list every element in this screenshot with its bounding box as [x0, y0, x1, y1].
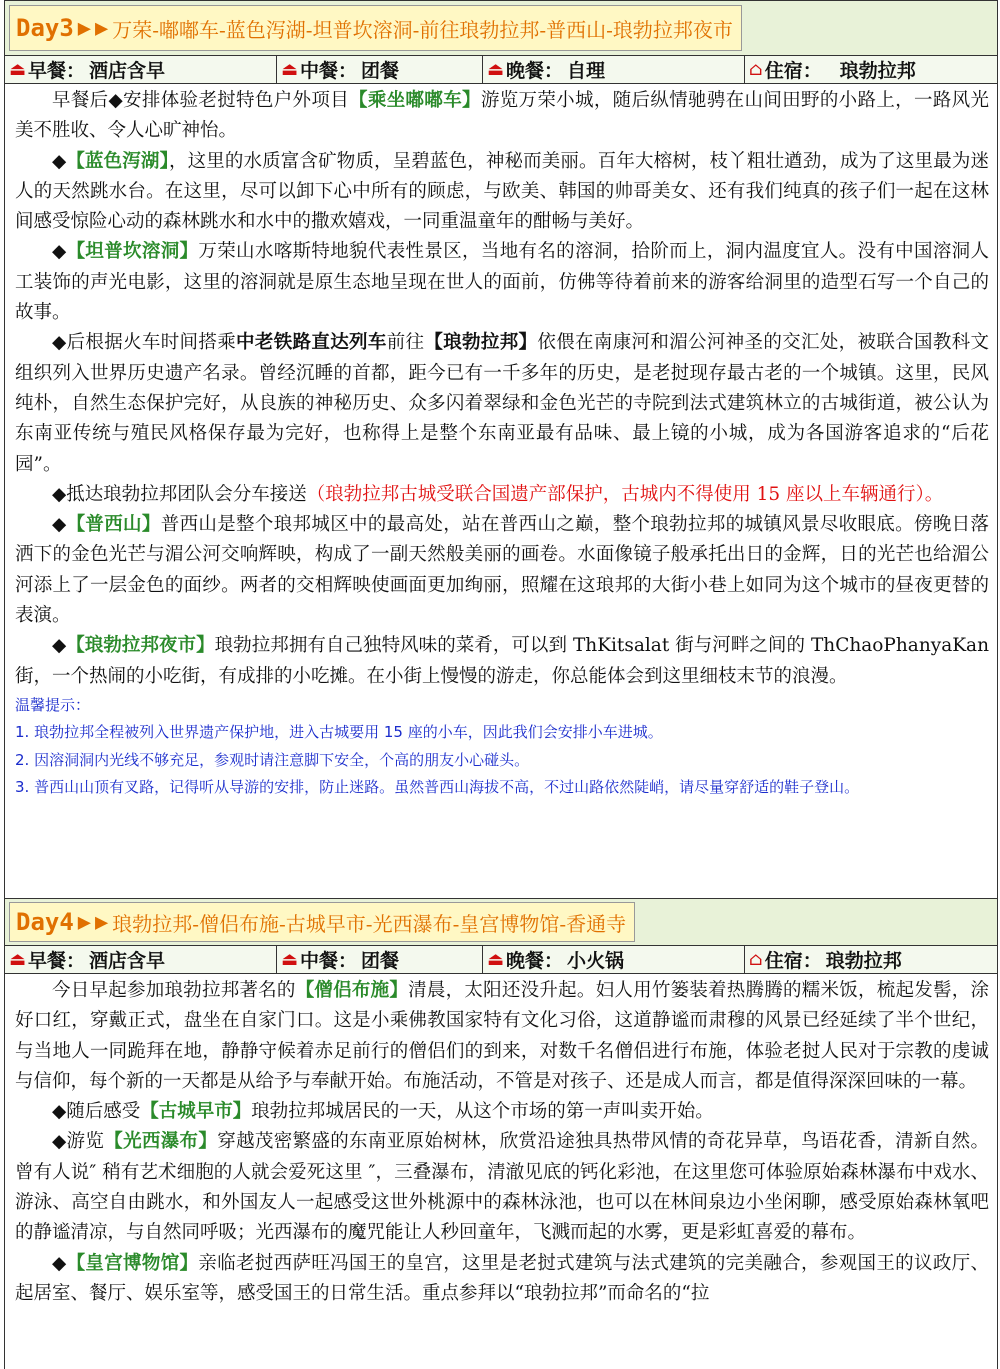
bowl-icon: ⏏: [9, 59, 27, 80]
day3-route: 万荣-嘟嘟车-蓝色泻湖-坦普坎溶洞-前往琅勃拉邦-普西山-琅勃拉邦夜市: [112, 17, 733, 42]
dinner-label: 晚餐：: [506, 60, 564, 82]
stay-cell: [745, 946, 997, 973]
paragraph: 今日早起参加琅勃拉邦著名的【僧侣布施】清晨，太阳还没升起。妇人用竹篓装着热腾腾的糯米饭，梳起发髻，涂好口红，穿戴正式，盘坐在自家门口。这是小乘佛教国家特有文化习俗，这道静谧而肃穆的风景已经延续了半个世纪，与当地人一同跪拜在地，静静守候着赤足前行的僧侣们的到来，对数千名僧侣进行布施，体验老挝人民对于宗教的虔诚与信仰，每个新的一天都是从给予与奉献开始。布施活动，不管是对孩子、还是成人而言，都是值得深深回味的一幕。: [15, 980, 989, 1092]
arrow-right-icon: ▶: [77, 15, 92, 41]
breakfast-cell: [5, 946, 277, 973]
lunch-value: 团餐: [361, 950, 400, 972]
day3-badge: [9, 5, 742, 51]
lunch-label: 中餐：: [300, 950, 358, 972]
paragraph: ◆随后感受【古城早市】琅勃拉邦城居民的一天，从这个市场的第一声叫卖开始。: [52, 1101, 714, 1123]
paragraph: ◆后根据火车时间搭乘中老铁路直达列车前往【琅勃拉邦】依偎在南康河和湄公河神圣的交汇处，被联合国教科文组织列入世界历史遗产名录。曾经沉睡的首都，距今已有一千多年的历史，是老挝现存最古老的一个城镇。这里，民风纯朴，自然生态保护完好，从良族的神秘历史、众多闪着翠绿和金色光芒的寺院到法式建筑林立的古城街道，被公认为东南亚传统与殖民风格保存最为完好，也称得上是整个东南亚最有品味、最上镜的小城，成为各国游客追求的“后花园”。: [15, 332, 989, 475]
arrow-right-icon: ▶: [77, 909, 92, 935]
paragraph: ◆【坦普坎溶洞】万荣山水喀斯特地貌代表性景区，当地有名的溶洞，拾阶而上，洞内温度宜人。没有中国溶洞人工装饰的声光电影，这里的溶洞就是原生态地呈现在世人的面前，仿佛等待着前来的游客给洞里的造型石写一个自己的故事。: [15, 241, 989, 324]
house-icon: ⌂: [749, 59, 763, 80]
lunch-cell: [277, 56, 483, 83]
tip-item: 2. 因溶洞洞内光线不够充足，参观时请注意脚下安全，个高的朋友小心碰头。: [15, 750, 530, 769]
day3-section: [5, 0, 997, 806]
paragraph: ◆【琅勃拉邦夜市】琅勃拉邦拥有自己独特风味的菜肴，可以到 ThKitsalat 街与河畔之间的 ThChaoPhanyaKan 街，一个热闹的小吃街，有成排的小吃摊。在小街上慢慢的游走，你总能体会到这里细枝末节的浪漫。: [15, 635, 989, 687]
breakfast-cell: [5, 56, 277, 83]
arrow-right-icon: ▶: [95, 909, 109, 935]
breakfast-label: 早餐：: [28, 60, 86, 82]
paragraph: ◆游览【光西瀑布】穿越茂密繁盛的东南亚原始树林，欣赏沿途独具热带风情的奇花异草，鸟语花香，清新自然。曾有人说″ 稍有艺术细胞的人就会爱死这里 ″，三叠瀑布，清澈见底的钙化彩池，在这里您可体验原始森林瀑布中戏水、游泳、高空自由跳水，和外国友人一起感受这世外桃源中的森林泳池，也可以在林间泉边小坐闲聊，感受原始森林氧吧的静谧清凉，与自然同呼吸；光西瀑布的魔咒能让人秒回童年，飞溅而起的水雾，更是彩虹喜爱的幕布。: [15, 1131, 989, 1244]
paragraph: ◆【普西山】普西山是整个琅邦城区中的最高处，站在普西山之巅，整个琅勃拉邦的城镇风景尽收眼底。傍晚日落洒下的金色光芒与湄公河交响辉映，构成了一副天然般美丽的画卷。水面像镜子般承托出日的金辉，日的光芒也给湄公河添上了一层金色的面纱。两者的交相辉映使画面更加绚丽，照耀在这琅邦的大街小巷上如同为这个城市的昼夜更替的表演。: [15, 514, 989, 627]
stay-value: 琅勃拉邦: [839, 60, 916, 82]
stay-value: 琅勃拉邦: [825, 950, 902, 972]
bowl-icon: ⏏: [487, 949, 505, 970]
day3-header: [5, 0, 997, 56]
breakfast-value: 酒店含早: [89, 60, 166, 82]
bowl-icon: ⏏: [281, 59, 299, 80]
tip-item: 1. 琅勃拉邦全程被列入世界遗产保护地，进入古城要用 15 座的小车，因此我们会安排小车进城。: [15, 723, 663, 742]
dinner-cell: [483, 56, 745, 83]
tip-item: 3. 普西山山顶有叉路，记得听从导游的安排，防止迷路。虽然普西山海拔不高，不过山路依然陡峭，请尽量穿舒适的鞋子登山。: [15, 778, 860, 797]
day4-header: [5, 898, 997, 946]
day4-badge: [9, 902, 635, 942]
tips-box: [15, 692, 989, 802]
stay-label: 住宿：: [764, 60, 822, 82]
dinner-value: 自理: [567, 60, 606, 82]
bowl-icon: ⏏: [281, 949, 299, 970]
breakfast-label: 早餐：: [28, 950, 86, 972]
paragraph: 早餐后◆安排体验老挝特色户外项目【乘坐嘟嘟车】游览万荣小城，随后纵情驰骋在山间田野的小路上，一路风光美不胜收、令人心旷神怡。: [15, 90, 989, 142]
dinner-label: 晚餐：: [506, 950, 564, 972]
paragraph: ◆抵达琅勃拉邦团队会分车接送（琅勃拉邦古城受联合国遗产部保护，古城内不得使用 15 座以上车辆通行）。: [52, 483, 944, 505]
tips-title: 温馨提示：: [15, 695, 91, 714]
day3-number: Day3: [16, 14, 74, 42]
bowl-icon: ⏏: [487, 59, 505, 80]
lunch-label: 中餐：: [300, 60, 358, 82]
arrow-right-icon: ▶: [95, 15, 109, 41]
itinerary-frame: [4, 0, 998, 1369]
paragraph: ◆【皇宫博物馆】亲临老挝西萨旺冯国王的皇宫，这里是老挝式建筑与法式建筑的完美融合，参观国王的议政厅、起居室、餐厅、娱乐室等，感受国王的日常生活。重点参拜以“琅勃拉邦”而命名的“拉: [15, 1252, 989, 1304]
paragraph: ◆【蓝色泻湖】，这里的水质富含矿物质，呈碧蓝色，神秘而美丽。百年大榕树，枝丫粗壮遒劲，成为了这里最为迷人的天然跳水台。在这里，尽可以卸下心中所有的顾虑，与欧美、韩国的帅哥美女、还有我们纯真的孩子们一起在这林间感受惊险心动的森林跳水和水中的撒欢嬉戏，一同重温童年的酣畅与美好。: [15, 150, 989, 233]
lunch-cell: [277, 946, 483, 973]
day4-number: Day4: [16, 908, 74, 936]
day3-content: [5, 84, 997, 806]
day4-meals: [5, 946, 997, 974]
dinner-cell: [483, 946, 745, 973]
stay-cell: [745, 56, 997, 83]
dinner-value: 小火锅: [567, 950, 625, 972]
stay-label: 住宿：: [764, 950, 822, 972]
bowl-icon: ⏏: [9, 949, 27, 970]
day4-route: 琅勃拉邦-僧侣布施-古城早市-光西瀑布-皇宫博物馆-香通寺: [112, 911, 627, 936]
day3-meals: [5, 56, 997, 84]
house-icon: ⌂: [749, 949, 763, 970]
breakfast-value: 酒店含早: [89, 950, 166, 972]
day4-content: [5, 974, 997, 1313]
lunch-value: 团餐: [361, 60, 400, 82]
day4-section: [5, 898, 997, 1313]
